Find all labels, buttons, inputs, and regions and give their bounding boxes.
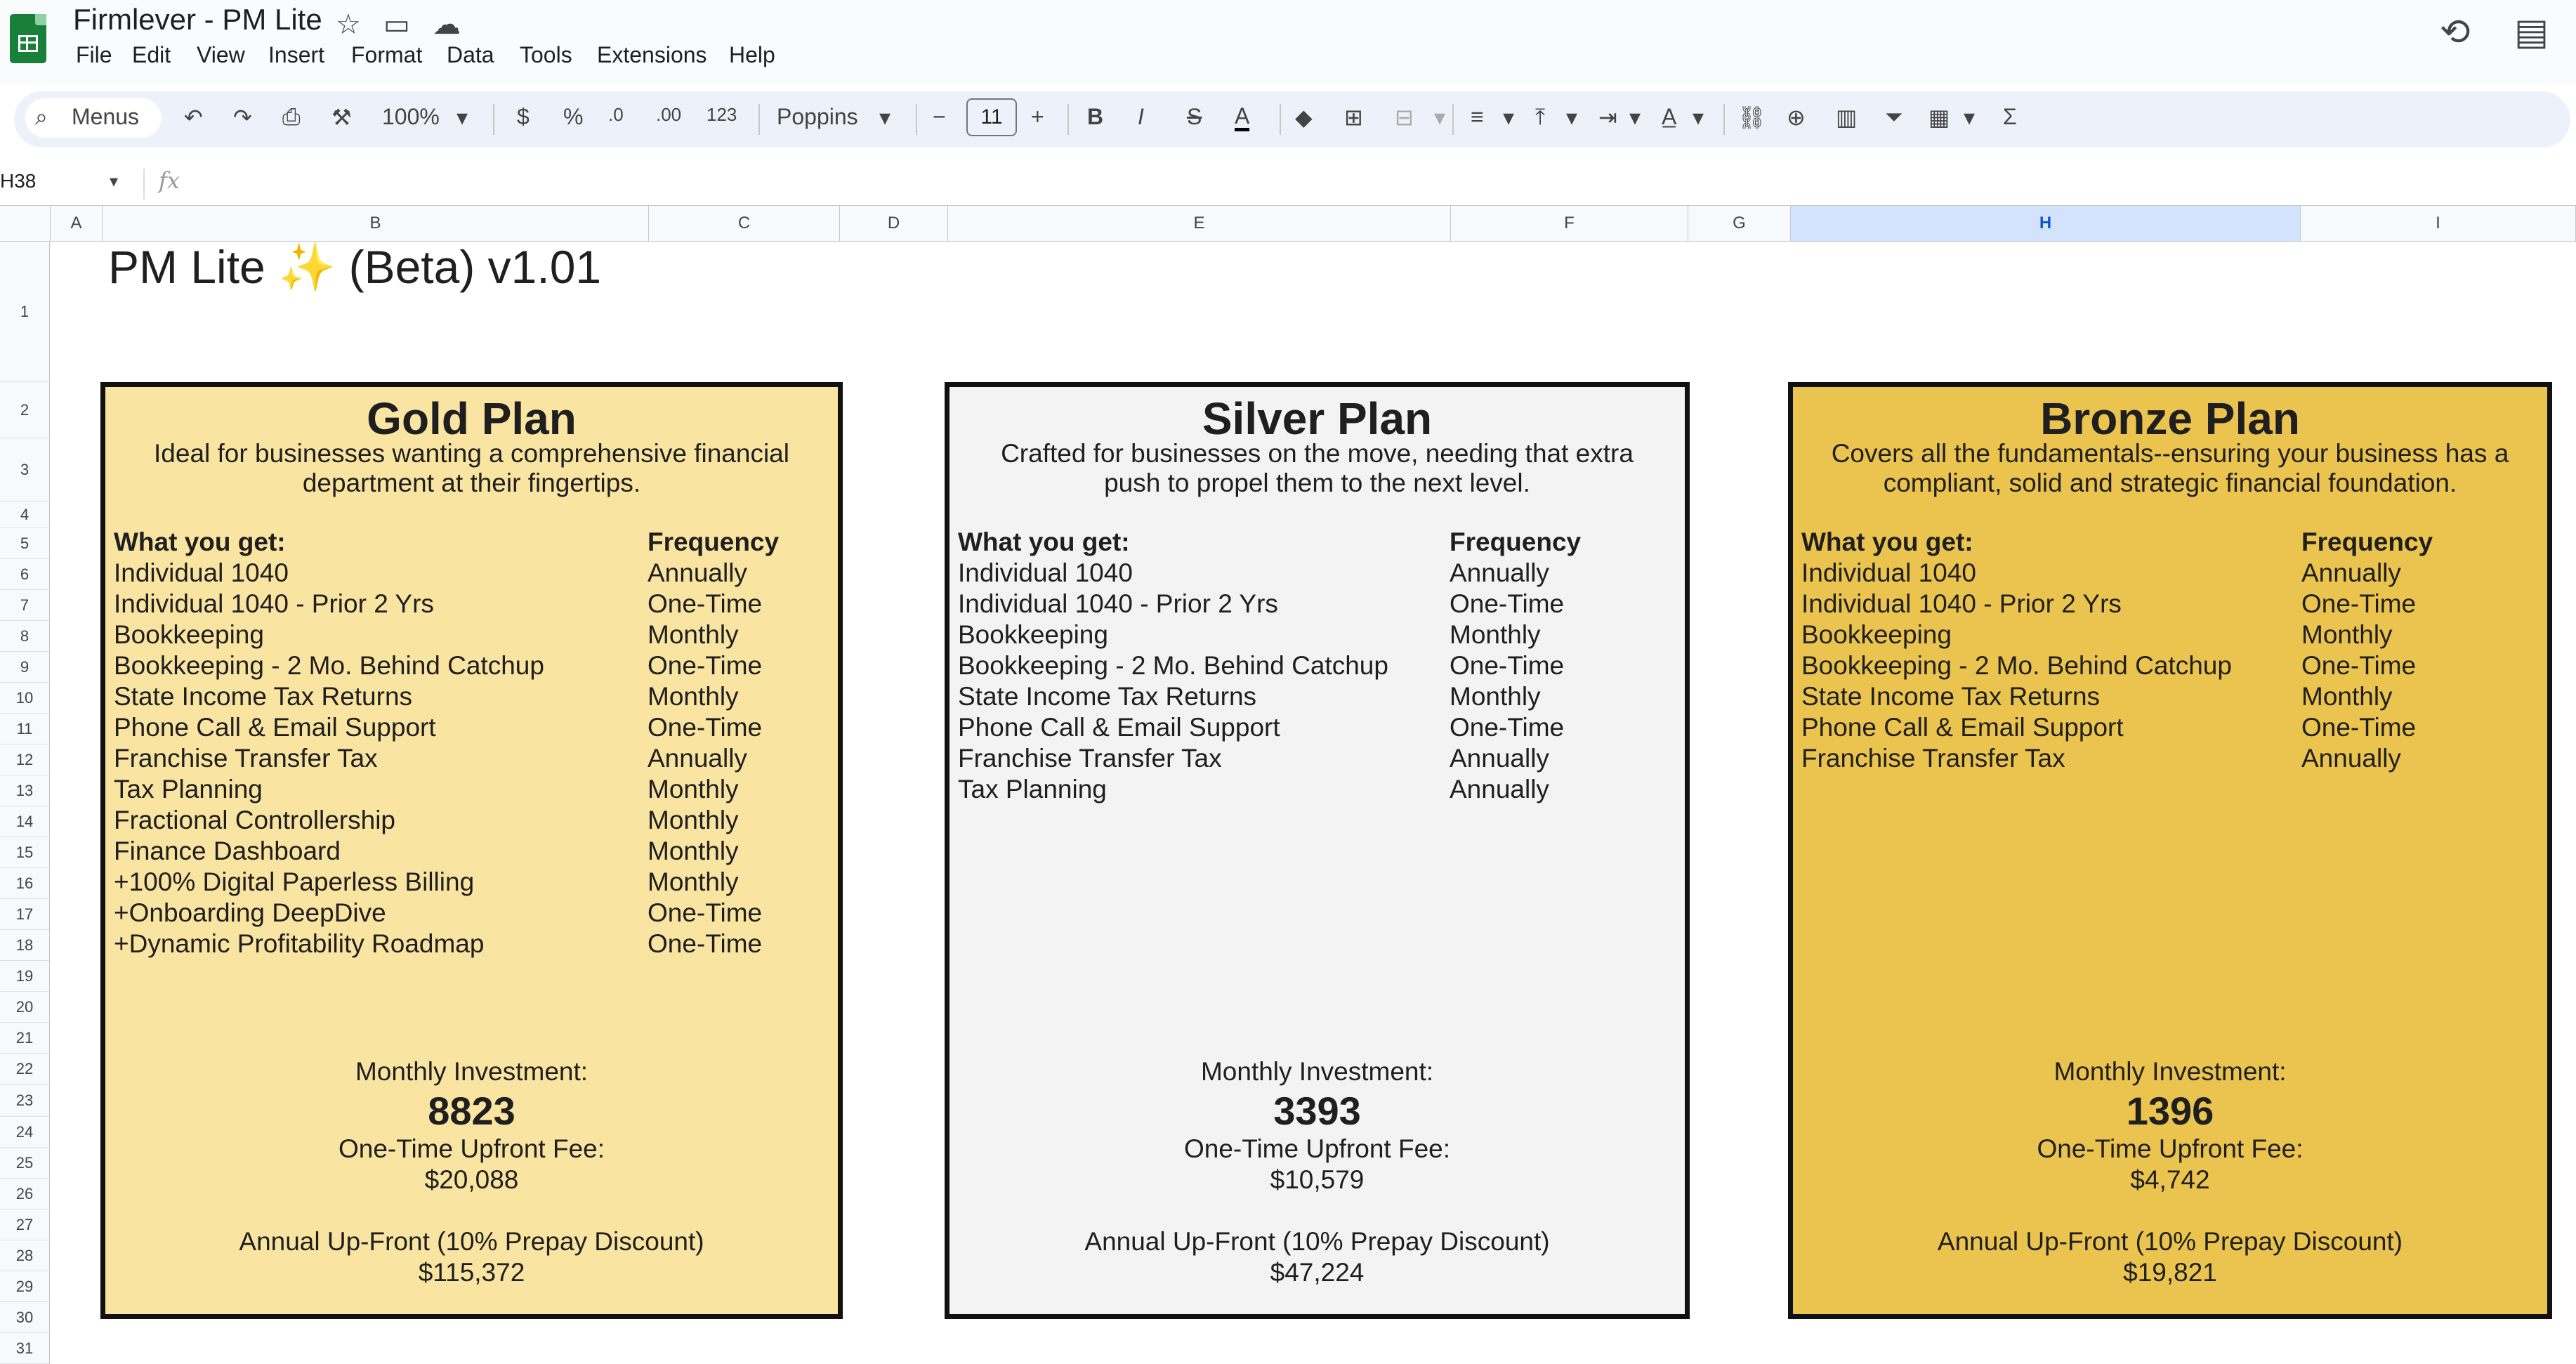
feature-frequency: One-Time bbox=[648, 589, 763, 618]
column-header-g[interactable]: G bbox=[1688, 205, 1791, 242]
feature-name: Bookkeeping - 2 Mo. Behind Catchup bbox=[958, 651, 1388, 680]
menu-data[interactable]: Data bbox=[447, 42, 494, 67]
feature-frequency: Monthly bbox=[648, 867, 739, 896]
row-header[interactable]: 9 bbox=[0, 652, 49, 683]
row-header[interactable]: 28 bbox=[0, 1240, 49, 1271]
sheet-title[interactable]: PM Lite ✨ (Beta) v1.01 bbox=[108, 241, 602, 293]
percent-format-button[interactable]: % bbox=[563, 104, 584, 129]
column-header-b[interactable]: B bbox=[103, 205, 649, 242]
row-header[interactable]: 23 bbox=[0, 1084, 49, 1117]
row-header[interactable]: 13 bbox=[0, 775, 49, 806]
monthly-investment-label: Monthly Investment: bbox=[1200, 1057, 1434, 1086]
menu-help[interactable]: Help bbox=[729, 42, 775, 67]
feature-name: Phone Call & Email Support bbox=[1801, 713, 2124, 742]
divider bbox=[143, 169, 145, 199]
text-color-button[interactable]: A bbox=[1235, 104, 1249, 131]
increase-font-size-button[interactable]: + bbox=[1031, 104, 1044, 129]
feature-frequency: One-Time bbox=[2301, 713, 2417, 742]
feature-name: Fractional Controllership bbox=[114, 806, 396, 834]
one-time-fee-value: $20,088 bbox=[424, 1165, 519, 1194]
divider bbox=[758, 104, 760, 135]
one-time-fee-value: $4,742 bbox=[2130, 1165, 2210, 1194]
insert-link-icon[interactable]: ⛓ bbox=[1737, 105, 1766, 130]
formula-input[interactable] bbox=[204, 166, 2570, 201]
annual-upfront-label: Annual Up-Front (10% Prepay Discount) bbox=[1084, 1227, 1550, 1256]
feature-frequency: Monthly bbox=[648, 620, 739, 649]
column-header-i[interactable]: I bbox=[2301, 205, 2576, 242]
name-box[interactable]: H38 bbox=[0, 170, 37, 192]
monthly-investment-value: 8823 bbox=[428, 1089, 515, 1133]
what-you-get-header: What you get: bbox=[958, 527, 1130, 556]
formula-fx-label: fx bbox=[159, 167, 180, 194]
feature-frequency: Annually bbox=[1450, 744, 1549, 773]
one-time-fee-label: One-Time Upfront Fee: bbox=[338, 1134, 605, 1163]
text-wrapping-icon[interactable]: ⇥ bbox=[1598, 105, 1617, 130]
redo-icon[interactable]: ↷ bbox=[233, 105, 252, 130]
feature-name: Tax Planning bbox=[958, 775, 1107, 804]
feature-name: +100% Digital Paperless Billing bbox=[114, 867, 475, 896]
menu-format[interactable]: Format bbox=[351, 42, 423, 67]
row-header[interactable]: 30 bbox=[0, 1302, 49, 1333]
feature-name: Individual 1040 - Prior 2 Yrs bbox=[114, 589, 434, 618]
horizontal-align-icon[interactable]: ≡ bbox=[1471, 104, 1484, 129]
frequency-header: Frequency bbox=[648, 527, 780, 556]
chevron-down-icon: ▾ bbox=[1964, 105, 1976, 130]
row-header[interactable]: 17 bbox=[0, 899, 49, 930]
menu-tools[interactable]: Tools bbox=[520, 42, 572, 67]
chevron-down-icon: ▾ bbox=[1693, 105, 1704, 130]
chevron-down-icon: ▾ bbox=[1629, 105, 1641, 130]
what-you-get-header: What you get: bbox=[114, 527, 286, 556]
feature-frequency: Annually bbox=[648, 558, 747, 587]
row-header[interactable]: 24 bbox=[0, 1117, 49, 1148]
feature-name: Bookkeeping bbox=[1801, 620, 1952, 649]
annual-upfront-value: $19,821 bbox=[2123, 1258, 2217, 1287]
plan-title: Silver Plan bbox=[1202, 393, 1433, 444]
star-icon[interactable]: ☆ bbox=[336, 9, 361, 40]
strikethrough-button[interactable]: S bbox=[1187, 104, 1202, 129]
print-icon[interactable]: ⎙ bbox=[282, 104, 301, 129]
row-header[interactable]: 15 bbox=[0, 837, 49, 868]
menu-view[interactable]: View bbox=[197, 42, 245, 67]
column-header-e[interactable]: E bbox=[948, 205, 1451, 242]
row-header[interactable]: 20 bbox=[0, 992, 49, 1023]
undo-icon[interactable]: ↶ bbox=[184, 105, 203, 130]
decrease-decimal-button[interactable]: .0 bbox=[608, 104, 624, 125]
chevron-down-icon: ▾ bbox=[1503, 105, 1515, 130]
one-time-fee-label: One-Time Upfront Fee: bbox=[1183, 1134, 1451, 1163]
plan-description: Ideal for businesses wanting a comprehensive financial bbox=[154, 439, 789, 468]
feature-frequency: One-Time bbox=[648, 929, 763, 958]
feature-name: Bookkeeping - 2 Mo. Behind Catchup bbox=[114, 651, 544, 680]
feature-name: Phone Call & Email Support bbox=[958, 713, 1280, 742]
feature-name: Individual 1040 bbox=[114, 558, 289, 587]
annual-upfront-label: Annual Up-Front (10% Prepay Discount) bbox=[239, 1227, 704, 1256]
feature-frequency: One-Time bbox=[648, 898, 763, 927]
currency-format-button[interactable]: $ bbox=[517, 104, 530, 129]
feature-name: Individual 1040 - Prior 2 Yrs bbox=[1801, 589, 2122, 618]
select-all-corner[interactable] bbox=[0, 205, 51, 242]
version-history-icon[interactable]: ⟲ bbox=[2440, 12, 2471, 53]
column-header-h[interactable]: H bbox=[1791, 205, 2301, 242]
feature-frequency: Monthly bbox=[648, 837, 739, 865]
menu-insert[interactable]: Insert bbox=[268, 42, 325, 67]
chevron-down-icon: ▾ bbox=[1566, 105, 1578, 130]
row-header[interactable]: 14 bbox=[0, 806, 49, 837]
column-header-f[interactable]: F bbox=[1451, 205, 1688, 242]
row-header[interactable]: 18 bbox=[0, 930, 49, 961]
divider bbox=[1452, 104, 1454, 135]
divider bbox=[1723, 104, 1725, 135]
bold-button[interactable]: B bbox=[1087, 104, 1104, 129]
divider bbox=[1067, 104, 1069, 135]
fill-color-icon[interactable]: ◆ bbox=[1295, 105, 1313, 130]
feature-frequency: Annually bbox=[648, 744, 747, 773]
row-header[interactable]: 7 bbox=[0, 590, 49, 621]
row-header[interactable]: 31 bbox=[0, 1333, 49, 1364]
menus-search-label: Menus bbox=[72, 104, 140, 129]
row-header[interactable]: 29 bbox=[0, 1271, 49, 1302]
monthly-investment-label: Monthly Investment: bbox=[355, 1057, 589, 1086]
row-header[interactable]: 5 bbox=[0, 528, 49, 559]
menu-file[interactable]: File bbox=[76, 42, 112, 67]
feature-frequency: Monthly bbox=[1450, 682, 1541, 711]
row-header[interactable]: 2 bbox=[0, 382, 49, 438]
feature-name: State Income Tax Returns bbox=[958, 682, 1257, 711]
row-header[interactable]: 8 bbox=[0, 621, 49, 652]
annual-upfront-value: $115,372 bbox=[418, 1258, 525, 1287]
plan-description: compliant, solid and strategic financial foundation. bbox=[1883, 468, 2457, 497]
row-header[interactable]: 26 bbox=[0, 1179, 49, 1209]
feature-name: Individual 1040 bbox=[958, 558, 1133, 587]
feature-frequency: Monthly bbox=[1450, 620, 1541, 649]
increase-decimal-button[interactable]: .00 bbox=[656, 104, 682, 125]
feature-frequency: One-Time bbox=[1450, 651, 1565, 680]
feature-frequency: One-Time bbox=[648, 651, 763, 680]
row-header[interactable]: 3 bbox=[0, 438, 49, 501]
zoom-select[interactable]: 100% bbox=[382, 104, 440, 129]
one-time-fee-value: $10,579 bbox=[1270, 1165, 1365, 1194]
chevron-down-icon: ▾ bbox=[879, 105, 891, 130]
feature-name: Franchise Transfer Tax bbox=[114, 744, 378, 773]
functions-icon[interactable]: Σ bbox=[2003, 104, 2017, 129]
feature-name: Bookkeeping bbox=[114, 620, 264, 649]
feature-name: Individual 1040 - Prior 2 Yrs bbox=[958, 589, 1278, 618]
feature-name: Bookkeeping bbox=[958, 620, 1108, 649]
row-header[interactable]: 4 bbox=[0, 501, 49, 528]
insert-chart-icon[interactable]: ▥ bbox=[1836, 105, 1858, 130]
monthly-investment-value: 1396 bbox=[2126, 1089, 2214, 1133]
text-rotation-icon[interactable]: A̲ bbox=[1662, 104, 1677, 129]
feature-name: Phone Call & Email Support bbox=[114, 713, 436, 742]
merge-cells-icon[interactable]: ⊟ bbox=[1395, 105, 1414, 130]
feature-frequency: Annually bbox=[2301, 744, 2401, 773]
plan-card-silver[interactable] bbox=[945, 382, 1690, 1319]
vertical-align-icon[interactable]: ⤒ bbox=[1535, 104, 1546, 129]
feature-frequency: Annually bbox=[1450, 558, 1549, 587]
filter-views-icon[interactable]: ▦ bbox=[1928, 105, 1950, 130]
row-header[interactable]: 19 bbox=[0, 961, 49, 992]
search-icon: ⌕ bbox=[35, 104, 48, 129]
feature-name: +Dynamic Profitability Roadmap bbox=[114, 929, 485, 958]
chevron-down-icon: ▾ bbox=[1434, 105, 1446, 130]
feature-frequency: Annually bbox=[2301, 558, 2401, 587]
cloud-status-icon[interactable]: ☁ bbox=[433, 9, 461, 40]
feature-name: State Income Tax Returns bbox=[114, 682, 413, 711]
feature-frequency: One-Time bbox=[1450, 589, 1565, 618]
font-select[interactable]: Poppins bbox=[777, 104, 858, 129]
row-header[interactable]: 11 bbox=[0, 714, 49, 745]
row-header[interactable]: 16 bbox=[0, 868, 49, 899]
plan-description: Covers all the fundamentals--ensuring your business has a bbox=[1831, 439, 2509, 468]
paint-format-icon[interactable]: ⚒ bbox=[331, 105, 352, 130]
plan-title: Bronze Plan bbox=[2040, 393, 2300, 444]
font-size-input[interactable]: 11 bbox=[966, 98, 1017, 136]
feature-frequency: One-Time bbox=[2301, 589, 2417, 618]
divider bbox=[493, 104, 494, 135]
feature-name: Bookkeeping - 2 Mo. Behind Catchup bbox=[1801, 651, 2232, 680]
plan-description: Crafted for businesses on the move, needing that extra bbox=[1001, 439, 1634, 468]
row-header[interactable]: 10 bbox=[0, 683, 49, 714]
feature-frequency: One-Time bbox=[2301, 651, 2417, 680]
what-you-get-header: What you get: bbox=[1801, 527, 1973, 556]
row-header[interactable]: 12 bbox=[0, 745, 49, 775]
feature-name: State Income Tax Returns bbox=[1801, 682, 2101, 711]
feature-frequency: Monthly bbox=[648, 775, 739, 804]
row-header[interactable]: 21 bbox=[0, 1023, 49, 1054]
plan-description: department at their fingertips. bbox=[302, 468, 641, 497]
menu-extensions[interactable]: Extensions bbox=[597, 42, 707, 67]
annual-upfront-label: Annual Up-Front (10% Prepay Discount) bbox=[1937, 1227, 2403, 1256]
menu-edit[interactable]: Edit bbox=[132, 42, 171, 67]
italic-button[interactable]: I bbox=[1138, 104, 1144, 129]
insert-comment-icon[interactable]: ⊕ bbox=[1787, 105, 1806, 130]
feature-name: +Onboarding DeepDive bbox=[114, 898, 386, 927]
annual-upfront-value: $47,224 bbox=[1270, 1258, 1365, 1287]
frequency-header: Frequency bbox=[2301, 527, 2433, 556]
plan-card-bronze[interactable] bbox=[1788, 382, 2552, 1319]
feature-frequency: One-Time bbox=[648, 713, 763, 742]
column-header-c[interactable]: C bbox=[649, 205, 840, 242]
feature-name: Franchise Transfer Tax bbox=[958, 744, 1222, 773]
more-formats-button[interactable]: 123 bbox=[707, 104, 737, 125]
one-time-fee-label: One-Time Upfront Fee: bbox=[2037, 1134, 2304, 1163]
feature-frequency: Monthly bbox=[2301, 682, 2393, 711]
comments-icon[interactable]: ▤ bbox=[2514, 12, 2549, 53]
plan-description: push to propel them to the next level. bbox=[1104, 468, 1530, 497]
monthly-investment-value: 3393 bbox=[1273, 1089, 1361, 1133]
row-header[interactable]: 1 bbox=[0, 242, 49, 382]
feature-frequency: One-Time bbox=[1450, 713, 1565, 742]
frequency-header: Frequency bbox=[1450, 527, 1582, 556]
feature-frequency: Annually bbox=[1450, 775, 1549, 804]
document-title[interactable]: Firmlever - PM Lite bbox=[73, 3, 322, 36]
row-header[interactable]: 25 bbox=[0, 1148, 49, 1179]
chevron-down-icon: ▾ bbox=[456, 105, 468, 130]
chevron-down-icon[interactable]: ▾ bbox=[110, 172, 119, 191]
row-header[interactable]: 6 bbox=[0, 559, 49, 590]
divider bbox=[1280, 104, 1281, 135]
feature-name: Franchise Transfer Tax bbox=[1801, 744, 2065, 773]
feature-frequency: Monthly bbox=[648, 806, 739, 834]
plan-card-gold[interactable] bbox=[100, 382, 843, 1319]
feature-name: Tax Planning bbox=[114, 775, 263, 804]
sheets-logo-icon[interactable] bbox=[10, 14, 46, 63]
row-header[interactable]: 22 bbox=[0, 1054, 49, 1084]
column-header-a[interactable]: A bbox=[51, 205, 103, 242]
feature-frequency: Monthly bbox=[648, 682, 739, 711]
move-folder-icon[interactable]: ▭ bbox=[383, 9, 410, 40]
filter-icon[interactable]: ⏷ bbox=[1885, 104, 1903, 129]
plan-title: Gold Plan bbox=[367, 393, 577, 444]
feature-name: Finance Dashboard bbox=[114, 837, 341, 865]
monthly-investment-label: Monthly Investment: bbox=[2053, 1057, 2287, 1086]
borders-icon[interactable]: ⊞ bbox=[1344, 105, 1363, 130]
feature-name: Individual 1040 bbox=[1801, 558, 1976, 587]
column-header-d[interactable]: D bbox=[840, 205, 948, 242]
feature-frequency: Monthly bbox=[2301, 620, 2393, 649]
divider bbox=[916, 104, 917, 135]
row-header[interactable]: 27 bbox=[0, 1209, 49, 1240]
decrease-font-size-button[interactable]: − bbox=[933, 104, 946, 129]
